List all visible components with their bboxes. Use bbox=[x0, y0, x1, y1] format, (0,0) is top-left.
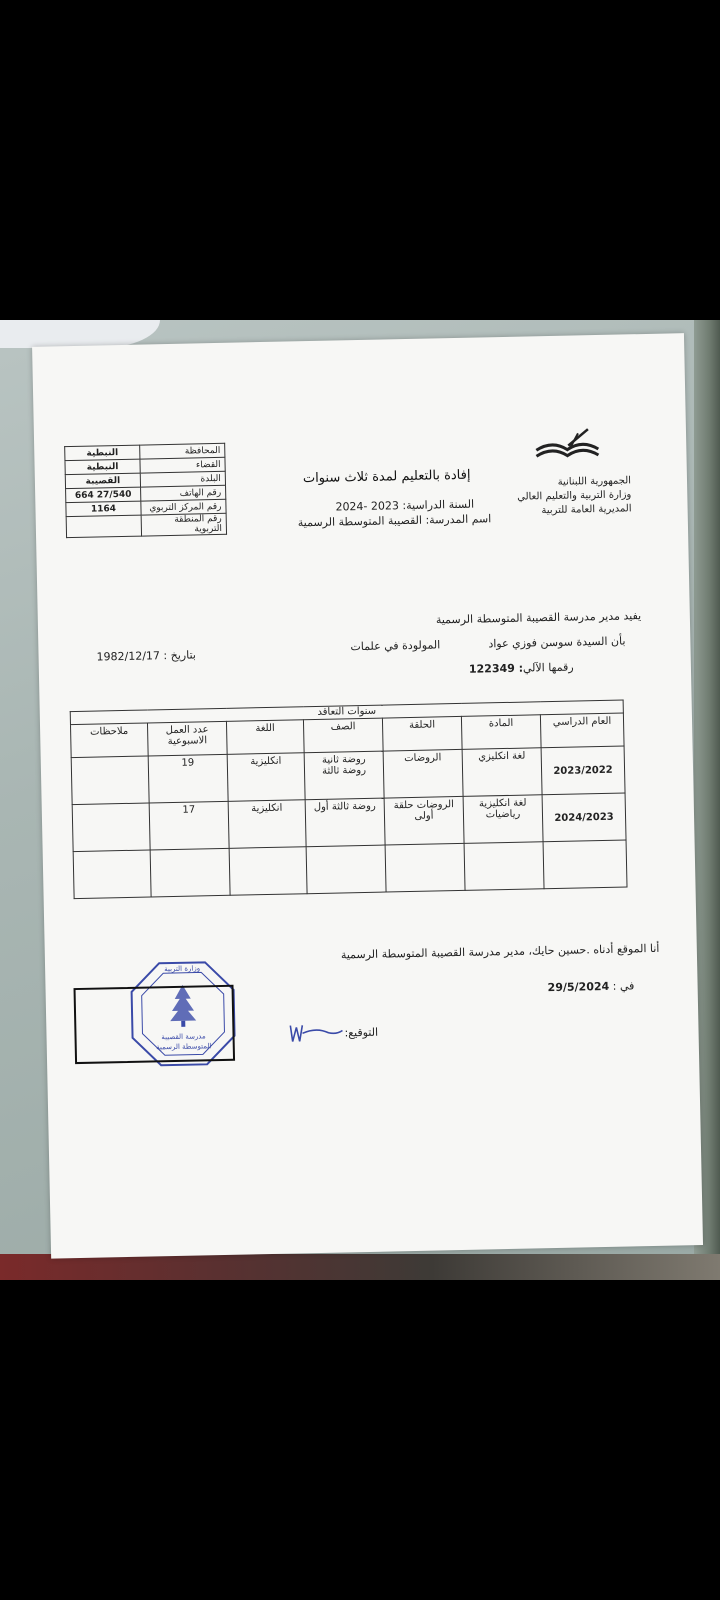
table-cell: انكليزية bbox=[228, 800, 306, 849]
table-cell bbox=[229, 847, 307, 896]
document-title: إفادة بالتعليم لمدة ثلاث سنوات bbox=[302, 467, 471, 487]
info-value: النبطية bbox=[65, 459, 140, 475]
table-row bbox=[66, 513, 226, 537]
column-header: عدد العمل الاسبوعية bbox=[147, 721, 227, 756]
table-cell bbox=[72, 803, 150, 852]
column-header: الصف bbox=[303, 718, 383, 753]
republic-name: الجمهورية اللبنانية bbox=[557, 475, 632, 488]
date-label: في : bbox=[612, 979, 635, 993]
info-key: رقم المنطقة التربوية bbox=[141, 513, 226, 536]
column-header: الحلقة bbox=[382, 716, 462, 751]
school-label: اسم المدرسة: bbox=[425, 512, 492, 527]
table-cell: الروضات bbox=[383, 749, 463, 798]
birth-date: بتاريخ : 1982/12/17 bbox=[96, 648, 197, 664]
school-name-line bbox=[298, 512, 492, 529]
info-value: القصيبة bbox=[65, 473, 140, 489]
academic-year-value: 2023 -2024 bbox=[335, 499, 400, 514]
column-header: العام الدراسي bbox=[540, 713, 624, 748]
directorate-name: المديرية العامة للتربية bbox=[541, 503, 632, 517]
table-cell: روضة ثالثة أول bbox=[305, 798, 385, 847]
table-cell: 2024/2023 bbox=[542, 793, 626, 842]
column-header: المادة bbox=[461, 715, 541, 750]
location-info-table bbox=[64, 443, 227, 538]
contract-years-table bbox=[70, 700, 628, 900]
table-edge bbox=[0, 1254, 720, 1280]
body-line-1: يفيد مدير مدرسة القصيبة المتوسطة الرسمية bbox=[435, 609, 642, 627]
number-label: رقمها الآلي bbox=[522, 660, 574, 675]
table-cell: لغة انكليزي bbox=[462, 748, 542, 797]
birthplace: المولودة في علمات bbox=[350, 638, 441, 654]
info-key: المحافظة bbox=[140, 443, 225, 459]
table-cell: روضة ثانية روضة ثالثة bbox=[304, 751, 384, 800]
table-cell bbox=[71, 756, 149, 805]
declaration: أنا الموقع أدناه .حسين حايك، مدير مدرسة القصيبة المتوسطة الرسمية bbox=[340, 941, 660, 962]
academic-year-label: السنة الدراسية: bbox=[402, 497, 475, 513]
redaction-box bbox=[74, 985, 236, 1064]
table-cell: 19 bbox=[148, 754, 228, 803]
info-value: 1164 bbox=[66, 501, 141, 517]
table-cell: لغة انكليزية رياضيات bbox=[463, 795, 543, 844]
stamp-text-top: وزارة التربية bbox=[164, 964, 201, 974]
table-cell: الروضات حلقة أولى bbox=[384, 796, 464, 845]
number-value: : 122349 bbox=[468, 661, 524, 676]
table-cell bbox=[73, 850, 151, 899]
stamp-text-type: المتوسطة الرسمية bbox=[156, 1042, 212, 1052]
info-key: البلدة bbox=[140, 471, 225, 487]
table-cell bbox=[306, 845, 386, 894]
letterhead bbox=[517, 474, 632, 518]
table-cell bbox=[150, 848, 230, 897]
column-header: اللغة bbox=[226, 720, 304, 755]
certificate-paper bbox=[32, 333, 703, 1258]
table-cell bbox=[464, 842, 544, 891]
handwritten-signature bbox=[286, 1018, 345, 1045]
stamp-text-school: مدرسة القصيبة bbox=[161, 1032, 206, 1042]
info-value: 27/540 664 bbox=[66, 487, 141, 503]
teacher-name: بأن السيدة سوسن فوزي عواد bbox=[488, 634, 626, 651]
table-cell bbox=[385, 843, 465, 892]
issue-date-line bbox=[547, 979, 634, 994]
date-value: 29/5/2024 bbox=[547, 979, 610, 995]
academic-year-line bbox=[335, 498, 474, 514]
table-caption: سنوات التعاقد bbox=[70, 700, 623, 725]
table-cell: 2023/2022 bbox=[541, 746, 625, 795]
open-book-logo-icon bbox=[532, 427, 603, 464]
column-header: ملاحظات bbox=[70, 723, 148, 758]
signature-label: التوقيع: bbox=[344, 1025, 379, 1040]
ministry-name: وزارة التربية والتعليم العالي bbox=[517, 489, 632, 503]
table-cell: انكليزية bbox=[227, 753, 305, 802]
table-cell bbox=[543, 840, 627, 889]
info-key: القضاء bbox=[140, 457, 225, 473]
info-key: رقم المركز التربوي bbox=[141, 499, 226, 515]
info-key: رقم الهاتف bbox=[141, 485, 226, 501]
document-photo bbox=[0, 320, 720, 1280]
table-cell: 17 bbox=[149, 801, 229, 850]
info-value bbox=[66, 515, 141, 538]
school-name-value: القصيبة المتوسطة الرسمية bbox=[297, 513, 423, 530]
info-value: النبطية bbox=[65, 445, 140, 461]
